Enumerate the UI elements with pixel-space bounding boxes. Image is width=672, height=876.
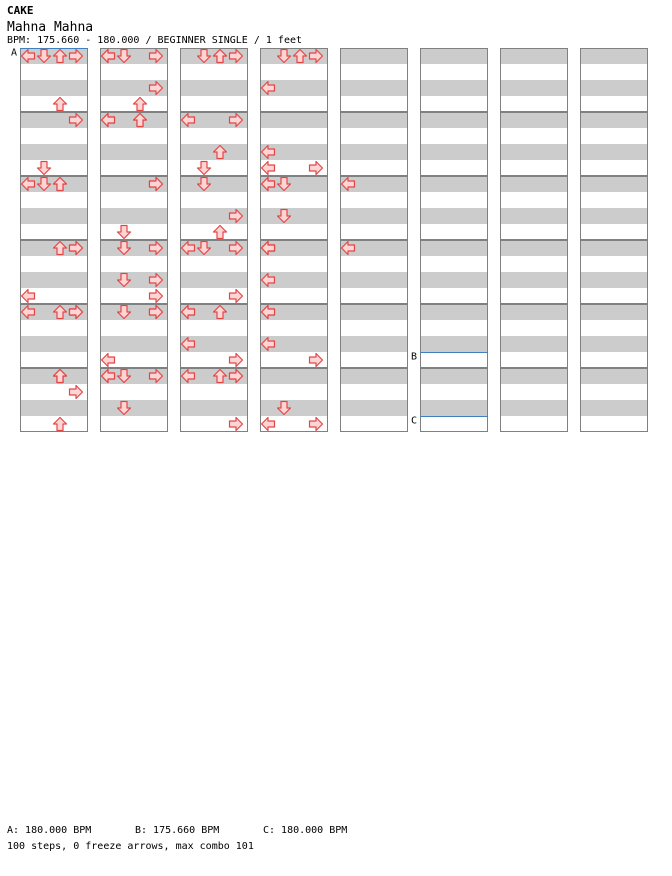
chart-info: BPM: 175.660 - 180.000 / BEGINNER SINGLE / 1 feet [7,35,303,46]
bpm-legend-c: C: 180.000 BPM [263,825,348,836]
bpm-marker-label: B [411,351,418,363]
artist-name: CAKE [7,4,34,17]
bpm-legend-a: A: 180.000 BPM [7,825,92,836]
bpm-marker-label: A [11,47,18,59]
song-title: Mahna Mahna [7,20,94,35]
bpm-marker-label: C [411,415,418,427]
step-summary: 100 steps, 0 freeze arrows, max combo 101 [7,841,254,852]
bpm-legend-b: B: 175.660 BPM [135,825,220,836]
